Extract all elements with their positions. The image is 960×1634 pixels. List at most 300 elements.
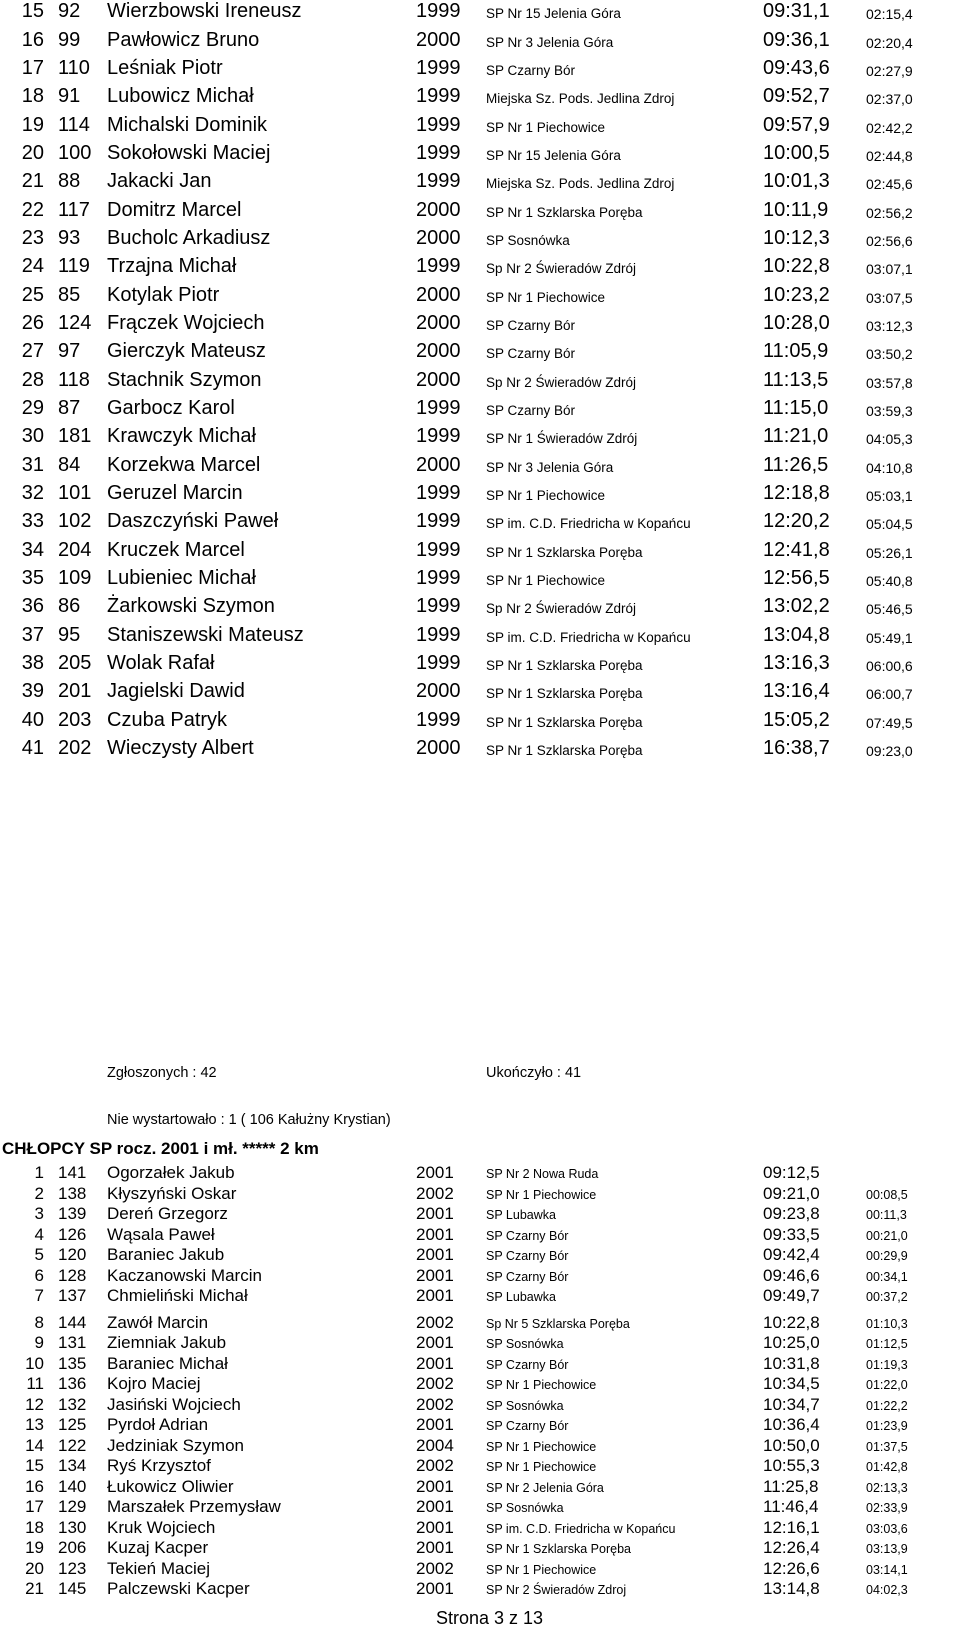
cell-time: 15:05,2 (763, 709, 830, 731)
table-row (0, 1163, 960, 1183)
cell-diff: 00:29,9 (866, 1249, 908, 1263)
cell-diff: 00:08,5 (866, 1187, 908, 1202)
cell-place: 5 (34, 1245, 44, 1264)
cell-name: Jagielski Dawid (107, 680, 245, 702)
cell-year: 2001 (416, 1353, 454, 1373)
cell-school: SP Sosnówka (486, 1501, 564, 1515)
cell-time: 10:34,7 (763, 1394, 820, 1414)
cell-school: SP Nr 1 Szklarska Poręba (486, 1542, 631, 1556)
cell-place: 41 (21, 737, 44, 759)
cell-school: Miejska Sz. Pods. Jedlina Zdroj (486, 91, 675, 106)
table-row (0, 1456, 960, 1476)
cell-place: 27 (21, 340, 44, 362)
cell-year: 1999 (416, 85, 461, 107)
cell-school: SP Czarny Bór (486, 1249, 569, 1263)
cell-year: 2002 (416, 1312, 454, 1332)
table-row (0, 85, 960, 113)
cell-year: 2001 (416, 1415, 454, 1434)
cell-name: Leśniak Piotr (107, 57, 223, 79)
table-row (0, 227, 960, 255)
cell-school: SP Sosnówka (486, 1337, 564, 1351)
cell-name: Kaczanowski Marcin (107, 1265, 262, 1285)
cell-school: SP Nr 1 Szklarska Poręba (486, 743, 643, 758)
cell-diff: 02:13,3 (866, 1480, 908, 1495)
cell-time: 16:38,7 (763, 737, 830, 759)
cell-name: Dereń Grzegorz (107, 1204, 228, 1223)
cell-school: SP Lubawka (486, 1290, 556, 1304)
cell-place: 38 (21, 652, 44, 674)
cell-place: 32 (21, 482, 44, 504)
cell-name: Gierczyk Mateusz (107, 340, 266, 362)
cell-year: 1999 (416, 595, 461, 617)
table-row (0, 57, 960, 85)
cell-bib: 119 (58, 255, 90, 277)
table-row (0, 142, 960, 170)
table-row (0, 1286, 960, 1306)
cell-bib: 201 (58, 680, 92, 702)
cell-year: 2001 (416, 1245, 454, 1264)
table-row (0, 1518, 960, 1538)
cell-name: Chmieliński Michał (107, 1286, 248, 1305)
cell-name: Lubieniec Michał (107, 567, 256, 589)
cell-school: SP Nr 1 Szklarska Poręba (486, 545, 643, 560)
cell-time: 09:23,8 (763, 1204, 820, 1223)
cell-diff: 02:44,8 (866, 148, 913, 164)
cell-bib: 102 (58, 510, 92, 532)
cell-bib: 140 (58, 1476, 87, 1496)
table-row (0, 624, 960, 652)
cell-name: Daszczyński Paweł (107, 510, 279, 532)
cell-time: 10:22,8 (763, 255, 830, 277)
cell-bib: 135 (58, 1353, 87, 1373)
cell-year: 2001 (416, 1204, 454, 1223)
cell-diff: 03:57,8 (866, 375, 913, 391)
cell-school: SP Nr 2 Nowa Ruda (486, 1167, 599, 1181)
cell-place: 21 (25, 1579, 44, 1598)
cell-diff: 07:49,5 (866, 715, 913, 731)
cell-time: 10:00,5 (763, 142, 830, 164)
cell-diff: 02:27,9 (866, 63, 913, 79)
cell-bib: 203 (58, 709, 92, 731)
cell-year: 2002 (416, 1374, 454, 1393)
cell-diff: 01:12,5 (866, 1337, 908, 1351)
table-row (0, 340, 960, 368)
cell-school: SP im. C.D. Friedricha w Kopańcu (486, 1521, 676, 1536)
cell-place: 25 (21, 284, 44, 306)
cell-school: SP Czarny Bór (486, 346, 576, 361)
cell-place: 40 (21, 709, 44, 731)
cell-time: 11:15,0 (763, 397, 829, 419)
cell-time: 11:26,5 (763, 454, 829, 476)
table-row (0, 1436, 960, 1456)
cell-diff: 01:37,5 (866, 1439, 908, 1454)
cell-time: 11:21,0 (763, 425, 829, 447)
table-row (0, 1245, 960, 1265)
table-row (0, 595, 960, 623)
cell-place: 24 (21, 255, 44, 277)
cell-school: Sp Nr 2 Świeradów Zdrój (486, 601, 637, 616)
table-row (0, 1477, 960, 1497)
cell-bib: 95 (58, 624, 81, 646)
cell-place: 15 (21, 0, 44, 22)
cell-place: 31 (21, 454, 44, 476)
cell-place: 4 (34, 1224, 44, 1244)
cell-school: SP Nr 2 Jelenia Góra (486, 1480, 604, 1495)
table-row (0, 680, 960, 708)
cell-year: 1999 (416, 482, 461, 504)
cell-time: 09:33,5 (763, 1224, 820, 1244)
cell-year: 2000 (416, 312, 461, 334)
cell-year: 2001 (416, 1538, 454, 1557)
cell-bib: 110 (58, 57, 90, 79)
cell-time: 09:12,5 (763, 1163, 820, 1182)
cell-place: 30 (21, 425, 44, 447)
cell-diff: 03:50,2 (866, 346, 913, 362)
cell-place: 16 (21, 29, 44, 51)
cell-bib: 144 (58, 1312, 87, 1332)
table-row (0, 1225, 960, 1245)
cell-time: 09:52,7 (763, 85, 830, 107)
cell-year: 2001 (416, 1265, 454, 1285)
cell-place: 2 (34, 1183, 44, 1203)
cell-time: 10:12,3 (763, 227, 830, 249)
cell-name: Garbocz Karol (107, 397, 235, 419)
cell-school: SP Czarny Bór (486, 318, 576, 333)
cell-year: 1999 (416, 539, 461, 561)
cell-name: Jedziniak Szymon (107, 1435, 245, 1455)
cell-school: SP Nr 1 Piechowice (486, 1460, 597, 1474)
cell-diff: 03:07,5 (866, 290, 913, 306)
cell-place: 13 (25, 1415, 44, 1434)
cell-year: 1999 (416, 0, 461, 22)
cell-bib: 129 (58, 1497, 87, 1516)
cell-name: Baraniec Jakub (107, 1245, 225, 1264)
cell-bib: 202 (58, 737, 92, 759)
cell-time: 12:26,6 (763, 1558, 820, 1578)
cell-place: 35 (21, 567, 44, 589)
cell-place: 16 (25, 1476, 44, 1496)
cell-school: SP im. C.D. Friedricha w Kopańcu (486, 516, 691, 531)
cell-time: 12:26,4 (763, 1538, 820, 1557)
cell-name: Pyrdoł Adrian (107, 1415, 209, 1434)
cell-school: SP Czarny Bór (486, 403, 576, 418)
cell-diff: 00:34,1 (866, 1269, 908, 1284)
cell-school: SP Sosnówka (486, 1398, 564, 1413)
cell-name: Marszałek Przemysław (107, 1497, 281, 1516)
cell-year: 2000 (416, 199, 461, 221)
cell-name: Czuba Patryk (107, 709, 228, 731)
cell-diff: 05:04,5 (866, 516, 913, 532)
table-row (0, 737, 960, 765)
cell-time: 13:14,8 (763, 1579, 820, 1598)
cell-name: Ogorzałek Jakub (107, 1163, 235, 1182)
cell-place: 17 (25, 1497, 44, 1516)
cell-year: 1999 (416, 142, 461, 164)
cell-diff: 03:14,1 (866, 1562, 908, 1577)
cell-school: SP Nr 15 Jelenia Góra (486, 6, 621, 21)
cell-diff: 00:37,2 (866, 1290, 908, 1304)
cell-bib: 131 (58, 1333, 87, 1352)
cell-diff: 01:19,3 (866, 1357, 908, 1372)
table-row (0, 1374, 960, 1394)
cell-diff: 02:37,0 (866, 91, 913, 107)
category-heading: CHŁOPCY SP rocz. 2001 i mł. ***** 2 km (2, 1139, 319, 1158)
table-row (0, 114, 960, 142)
cell-time: 13:04,8 (763, 624, 830, 646)
cell-time: 12:56,5 (763, 567, 830, 589)
cell-place: 37 (21, 624, 44, 646)
cell-bib: 117 (58, 199, 90, 221)
cell-name: Kruk Wojciech (107, 1517, 216, 1537)
cell-name: Domitrz Marcel (107, 199, 242, 221)
cell-time: 10:01,3 (763, 170, 830, 192)
cell-name: Palczewski Kacper (107, 1579, 250, 1598)
cell-year: 1999 (416, 57, 461, 79)
cell-year: 2000 (416, 340, 461, 362)
cell-bib: 206 (58, 1538, 87, 1557)
cell-name: Żarkowski Szymon (107, 595, 275, 617)
cell-name: Jakacki Jan (107, 170, 212, 192)
cell-time: 13:16,3 (763, 652, 830, 674)
cell-time: 10:31,8 (763, 1353, 820, 1373)
table-row (0, 199, 960, 227)
cell-place: 20 (25, 1558, 44, 1578)
cell-name: Krawczyk Michał (107, 425, 256, 447)
cell-place: 26 (21, 312, 44, 334)
cell-bib: 99 (58, 29, 81, 51)
cell-time: 12:20,2 (763, 510, 830, 532)
cell-year: 2001 (416, 1476, 454, 1496)
cell-name: Kruczek Marcel (107, 539, 245, 561)
cell-place: 12 (25, 1394, 44, 1414)
table-row (0, 567, 960, 595)
cell-bib: 97 (58, 340, 81, 362)
cell-diff: 05:46,5 (866, 601, 913, 617)
cell-bib: 84 (58, 454, 81, 476)
table-row (0, 1184, 960, 1204)
cell-year: 2002 (416, 1183, 454, 1203)
table-row (0, 1395, 960, 1415)
table-row (0, 1204, 960, 1224)
cell-bib: 85 (58, 284, 81, 306)
cell-time: 10:50,0 (763, 1435, 820, 1455)
cell-place: 10 (25, 1353, 44, 1373)
cell-school: Miejska Sz. Pods. Jedlina Zdroj (486, 176, 675, 191)
cell-year: 2000 (416, 284, 461, 306)
cell-place: 7 (34, 1286, 44, 1305)
cell-time: 11:46,4 (763, 1497, 819, 1516)
table-row (0, 1415, 960, 1435)
cell-place: 14 (25, 1435, 44, 1455)
cell-place: 33 (21, 510, 44, 532)
cell-time: 10:28,0 (763, 312, 830, 334)
cell-diff: 02:42,2 (866, 120, 913, 136)
cell-diff: 03:07,1 (866, 261, 913, 277)
table-row (0, 709, 960, 737)
table-row (0, 454, 960, 482)
cell-diff: 02:15,4 (866, 6, 913, 22)
cell-place: 36 (21, 595, 44, 617)
cell-bib: 181 (58, 425, 92, 447)
cell-bib: 141 (58, 1163, 87, 1182)
cell-place: 9 (34, 1333, 44, 1352)
cell-name: Ziemniak Jakub (107, 1333, 227, 1352)
cell-year: 2000 (416, 369, 461, 391)
cell-place: 22 (21, 199, 44, 221)
cell-school: Sp Nr 2 Świeradów Zdrój (486, 261, 637, 276)
table-row (0, 284, 960, 312)
cell-school: SP Nr 1 Piechowice (486, 573, 606, 588)
cell-bib: 136 (58, 1374, 87, 1393)
finished-count: Ukończyło : 41 (486, 1065, 582, 1081)
cell-diff: 00:21,0 (866, 1228, 908, 1243)
table-row (0, 1497, 960, 1517)
table-row (0, 652, 960, 680)
page-number: Strona 3 z 13 (436, 1608, 544, 1628)
cell-name: Ryś Krzysztof (107, 1456, 211, 1475)
cell-name: Bucholc Arkadiusz (107, 227, 271, 249)
cell-place: 18 (21, 85, 44, 107)
cell-school: SP Czarny Bór (486, 1357, 569, 1372)
cell-name: Korzekwa Marcel (107, 454, 261, 476)
cell-name: Wieczysty Albert (107, 737, 254, 759)
cell-diff: 03:59,3 (866, 403, 913, 419)
cell-diff: 00:11,3 (866, 1208, 907, 1222)
cell-school: SP Nr 1 Świeradów Zdrój (486, 431, 638, 446)
cell-year: 1999 (416, 709, 461, 731)
cell-time: 09:49,7 (763, 1286, 820, 1305)
cell-year: 1999 (416, 255, 461, 277)
cell-school: SP Czarny Bór (486, 1269, 569, 1284)
cell-year: 2002 (416, 1394, 454, 1414)
cell-diff: 01:42,8 (866, 1460, 908, 1474)
cell-time: 09:43,6 (763, 57, 830, 79)
cell-time: 10:34,5 (763, 1374, 820, 1393)
cell-diff: 02:45,6 (866, 176, 913, 192)
cell-diff: 05:26,1 (866, 545, 913, 561)
cell-diff: 03:12,3 (866, 318, 913, 334)
cell-diff: 01:23,9 (866, 1419, 908, 1433)
cell-school: SP Lubawka (486, 1208, 556, 1222)
cell-bib: 128 (58, 1265, 87, 1285)
cell-time: 11:25,8 (763, 1476, 819, 1496)
cell-name: Frączek Wojciech (107, 312, 265, 334)
cell-bib: 100 (58, 142, 92, 164)
cell-time: 12:41,8 (763, 539, 830, 561)
cell-year: 2001 (416, 1497, 454, 1516)
cell-time: 12:16,1 (763, 1517, 820, 1537)
cell-school: SP Nr 1 Piechowice (486, 488, 606, 503)
cell-year: 2000 (416, 737, 461, 759)
cell-diff: 02:33,9 (866, 1501, 908, 1515)
cell-time: 10:25,0 (763, 1333, 820, 1352)
cell-name: Jasiński Wojciech (107, 1394, 241, 1414)
cell-year: 2001 (416, 1163, 454, 1182)
cell-name: Stachnik Szymon (107, 369, 262, 391)
cell-diff: 06:00,6 (866, 658, 913, 674)
cell-school: SP Nr 3 Jelenia Góra (486, 35, 614, 50)
cell-place: 39 (21, 680, 44, 702)
table-row (0, 1266, 960, 1286)
cell-time: 10:22,8 (763, 1312, 820, 1332)
cell-name: Trzajna Michał (107, 255, 237, 277)
cell-name: Kuzaj Kacper (107, 1538, 209, 1557)
cell-bib: 130 (58, 1517, 87, 1537)
cell-name: Pawłowicz Bruno (107, 29, 260, 51)
cell-bib: 123 (58, 1558, 87, 1578)
cell-diff: 02:56,6 (866, 233, 913, 249)
cell-place: 15 (25, 1456, 44, 1475)
cell-bib: 86 (58, 595, 81, 617)
cell-place: 19 (25, 1538, 44, 1557)
cell-school: SP Nr 1 Szklarska Poręba (486, 658, 643, 673)
cell-diff: 05:49,1 (866, 630, 913, 646)
cell-name: Kłyszyński Oskar (107, 1183, 237, 1203)
cell-year: 2001 (416, 1579, 454, 1598)
cell-year: 2002 (416, 1456, 454, 1475)
table-row (0, 1579, 960, 1599)
cell-time: 10:23,2 (763, 284, 830, 306)
cell-diff: 01:22,2 (866, 1398, 908, 1413)
table-row (0, 312, 960, 340)
cell-name: Wąsala Paweł (107, 1224, 215, 1244)
cell-bib: 114 (58, 114, 90, 136)
cell-bib: 137 (58, 1286, 87, 1305)
table-row (0, 1354, 960, 1374)
cell-bib: 122 (58, 1435, 87, 1455)
cell-year: 1999 (416, 624, 461, 646)
cell-bib: 124 (58, 312, 92, 334)
cell-diff: 02:56,2 (866, 205, 913, 221)
cell-name: Tekień Maciej (107, 1558, 210, 1578)
cell-place: 18 (25, 1517, 44, 1537)
cell-bib: 120 (58, 1245, 87, 1264)
cell-name: Zawół Marcin (107, 1312, 209, 1332)
cell-year: 2001 (416, 1517, 454, 1537)
cell-name: Michalski Dominik (107, 114, 268, 136)
cell-diff: 05:03,1 (866, 488, 913, 504)
cell-bib: 126 (58, 1224, 87, 1244)
table-row (0, 425, 960, 453)
cell-year: 2001 (416, 1286, 454, 1305)
cell-diff: 04:05,3 (866, 431, 913, 447)
cell-year: 2001 (416, 1333, 454, 1352)
cell-name: Wolak Rafał (107, 652, 215, 674)
cell-name: Staniszewski Mateusz (107, 624, 304, 646)
cell-bib: 139 (58, 1204, 87, 1223)
cell-year: 1999 (416, 114, 461, 136)
table-row (0, 510, 960, 538)
cell-year: 1999 (416, 425, 461, 447)
cell-school: SP im. C.D. Friedricha w Kopańcu (486, 630, 691, 645)
cell-place: 8 (34, 1312, 44, 1332)
cell-bib: 88 (58, 170, 81, 192)
cell-year: 2000 (416, 454, 461, 476)
cell-place: 28 (21, 369, 44, 391)
cell-school: SP Nr 1 Szklarska Poręba (486, 205, 643, 220)
table-row (0, 1538, 960, 1558)
cell-name: Lubowicz Michał (107, 85, 254, 107)
cell-time: 10:36,4 (763, 1415, 820, 1434)
cell-school: SP Nr 1 Piechowice (486, 1378, 597, 1392)
cell-time: 09:21,0 (763, 1183, 820, 1203)
cell-diff: 04:10,8 (866, 460, 913, 476)
cell-school: SP Czarny Bór (486, 1419, 569, 1433)
cell-place: 6 (34, 1265, 44, 1285)
table-row (0, 539, 960, 567)
cell-year: 2004 (416, 1435, 454, 1455)
registered-count: Zgłoszonych : 42 (107, 1065, 217, 1081)
